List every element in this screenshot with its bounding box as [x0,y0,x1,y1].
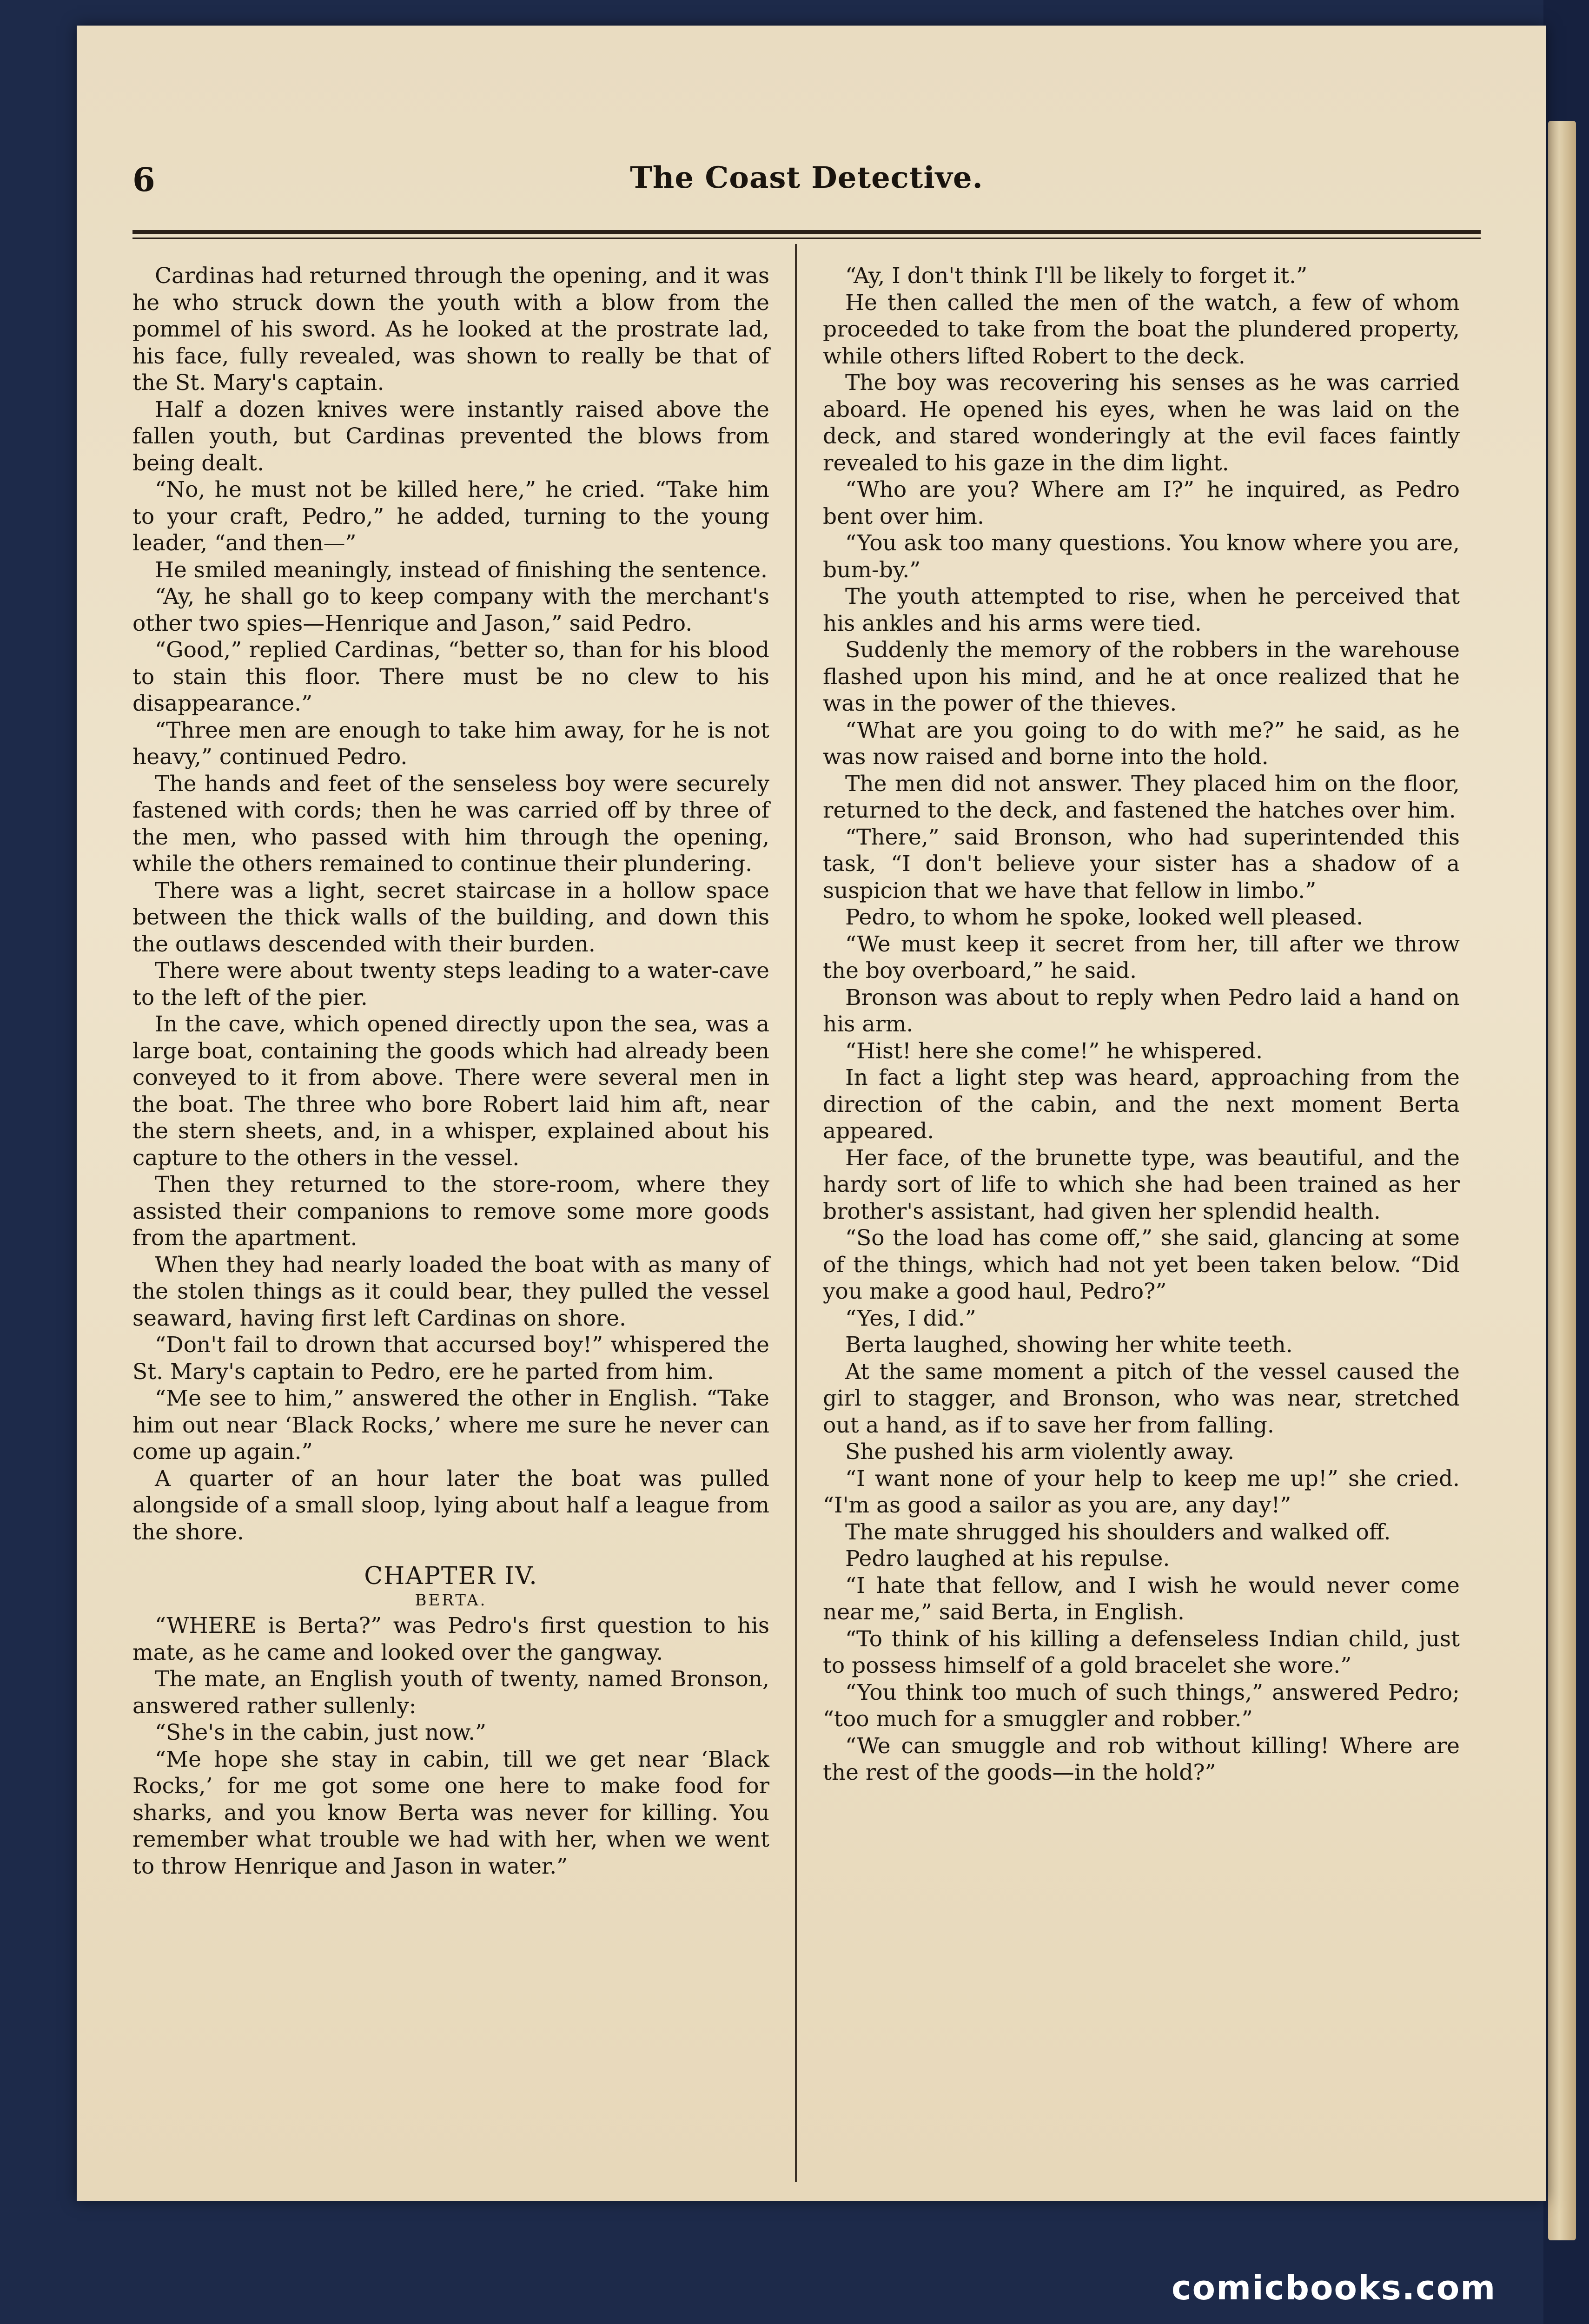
paragraph: Pedro laughed at his repulse. [845,1546,1170,1571]
header-rule [132,230,1481,234]
paragraph: Half a dozen knives were instantly raised above the fallen youth, but Cardinas prevented the blows from being dealt. [132,396,769,476]
chapter-paragraphs [132,1612,769,1880]
page-number: 6 [132,160,155,199]
paragraph: Pedro, to whom he spoke, looked well pleased. [845,905,1364,930]
paragraph: “You ask too many questions. You know where you are, bum-by.” [823,530,1460,583]
paragraph: “You think too much of such things,” answered Pedro; “too much for a smuggler and robber.” [823,1679,1460,1732]
paragraph: “Ay, I don't think I'll be likely to forget it.” [845,263,1308,289]
paragraph: “Ay, he shall go to keep company with the merchant's other two spies—Henrique and Jason,” said Pedro. [132,584,769,636]
paragraph: She pushed his arm violently away. [845,1439,1235,1465]
paragraph: The mate shrugged his shoulders and walked off. [845,1519,1391,1545]
chapter-heading: CHAPTER IV. [364,1562,538,1590]
paragraph: “Yes, I did.” [845,1305,976,1331]
paragraph: The mate, an English youth of twenty, named Bronson, answered rather sullenly: [132,1666,769,1719]
page-header [132,160,1481,211]
paragraph: Cardinas had returned through the opening, and it was he who struck down the youth with a blow from the pommel of his sword. As he looked at the prostrate lad, his face, fully revealed, was shown to really be that of the St. Mary's captain. [132,263,769,396]
paragraph: “No, he must not be killed here,” he cried. “Take him to your craft, Pedro,” he added, turning to the young leader, “and then—” [132,477,769,556]
paragraph: The hands and feet of the senseless boy were securely fastened with cords; then he was carried off by three of the men, who passed with him through the opening, while the others remained to continue their plundering. [132,771,769,877]
paragraph: “There,” said Bronson, who had superintended this task, “I don't believe your sister has a shadow of a suspicion that we have that fellow in limbo.” [823,824,1460,904]
paragraph: A quarter of an hour later the boat was pulled alongside of a small sloop, lying about half a league from the shore. [132,1466,769,1545]
paragraph: The men did not answer. They placed him on the floor, returned to the deck, and fastened the hatches over him. [823,771,1460,823]
right-column-paragraphs [823,263,1460,1786]
paragraph: The boy was recovering his senses as he was carried aboard. He opened his eyes, when he was laid on the deck, and stared wonderingly at the evil faces faintly revealed to his gaze in the dim light. [823,370,1460,476]
paragraph: When they had nearly loaded the boat with as many of the stolen things as it could bear, they pulled the vessel seaward, having first left Cardinas on shore. [132,1252,769,1331]
paragraph: “WHERE is Berta?” was Pedro's first question to his mate, as he came and looked over the gangway. [132,1613,769,1665]
paragraph: Her face, of the brunette type, was beautiful, and the hardy sort of life to which she had been trained as her brother's assistant, had given her splendid health. [823,1145,1460,1224]
paragraph: In the cave, which opened directly upon the sea, was a large boat, containing the goods which had already been conveyed to it from above. There were several men in the boat. The three who bore Robert laid him aft, near the stern sheets, and, in a whisper, explained about his capture to the others in the vessel. [132,1011,769,1171]
chapter-subtitle: BERTA. [415,1591,487,1610]
paragraph: He then called the men of the watch, a few of whom proceeded to take from the boat the plundered property, while others lifted Robert to the deck. [823,290,1460,369]
paragraph: “We must keep it secret from her, till after we throw the boy overboard,” he said. [823,931,1460,984]
paragraph: In fact a light step was heard, approaching from the direction of the cabin, and the next moment Berta appeared. [823,1065,1460,1144]
header-rule-thin [132,238,1481,239]
column-divider [795,244,797,2182]
paragraph: “What are you going to do with me?” he said, as he was now raised and borne into the hold. [823,717,1460,770]
paragraph: Then they returned to the store-room, where they assisted their companions to remove some more goods from the apartment. [132,1172,769,1251]
paragraph: The youth attempted to rise, when he perceived that his ankles and his arms were tied. [823,584,1460,636]
paragraph: Suddenly the memory of the robbers in the warehouse flashed upon his mind, and he at once realized that he was in the power of the thieves. [823,637,1460,716]
paragraph: Bronson was about to reply when Pedro laid a hand on his arm. [823,984,1460,1037]
paragraph: “Who are you? Where am I?” he inquired, as Pedro bent over him. [823,477,1460,529]
paragraph: “To think of his killing a defenseless Indian child, just to possess himself of a gold bracelet she wore.” [823,1626,1460,1678]
watermark: comicbooks.com [1172,2268,1496,2307]
paragraph: “Hist! here she come!” he whispered. [845,1038,1263,1064]
paragraph: There were about twenty steps leading to a water-cave to the left of the pier. [132,958,769,1010]
paragraph: He smiled meaningly, instead of finishing the sentence. [155,557,768,583]
left-column-paragraphs [132,263,769,1545]
paragraph: “Don't fail to drown that accursed boy!” whispered the St. Mary's captain to Pedro, ere he parted from him. [132,1332,769,1385]
paragraph: “Me see to him,” answered the other in English. “Take him out near ‘Black Rocks,’ where me sure he never can come up again.” [132,1386,769,1465]
right-column [823,263,1460,1786]
next-page-edge [1548,121,1576,2240]
printed-page [77,26,1546,2201]
paragraph: “She's in the cabin, just now.” [155,1720,487,1745]
paragraph: “I want none of your help to keep me up!” she cried. “I'm as good a sailor as you are, any day!” [823,1466,1460,1518]
running-title: The Coast Detective. [630,160,983,195]
paragraph: “So the load has come off,” she said, glancing at some of the things, which had not yet been taken below. “Did you make a good haul, Pedro?” [823,1225,1460,1304]
paragraph: There was a light, secret staircase in a hollow space between the thick walls of the building, and down this the outlaws descended with their burden. [132,878,769,957]
paragraph: Berta laughed, showing her white teeth. [845,1332,1293,1358]
paragraph: “We can smuggle and rob without killing! Where are the rest of the goods—in the hold?” [823,1733,1460,1785]
paragraph: “Three men are enough to take him away, for he is not heavy,” continued Pedro. [132,717,769,770]
paragraph: At the same moment a pitch of the vessel caused the girl to stagger, and Bronson, who was near, stretched out a hand, as if to save her from falling. [823,1359,1460,1438]
paragraph: “Good,” replied Cardinas, “better so, than for his blood to stain this floor. There must be no clew to his disappearance.” [132,637,769,716]
left-column [132,263,769,1880]
paragraph: “Me hope she stay in cabin, till we get near ‘Black Rocks,’ for me got some one here to make food for sharks, and you know Berta was never for killing. You remember what trouble we had with her, when we went to throw Henrique and Jason in water.” [132,1746,769,1879]
paragraph: “I hate that fellow, and I wish he would never come near me,” said Berta, in English. [823,1572,1460,1625]
